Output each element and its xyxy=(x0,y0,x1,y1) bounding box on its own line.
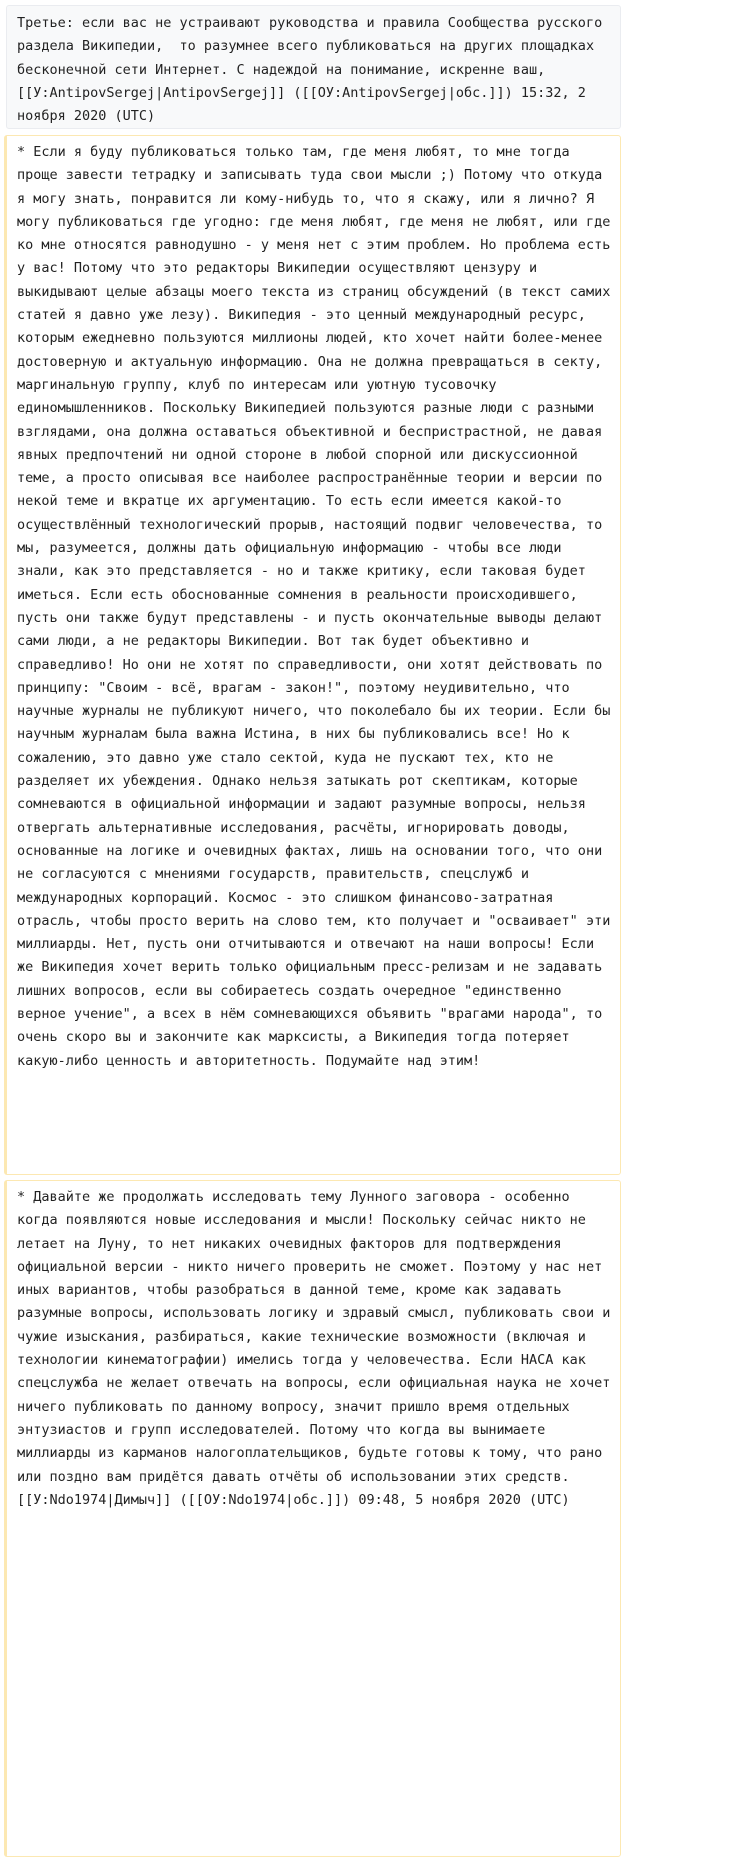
comment-preformatted-block: * Если я буду публиковаться только там, где меня любят, то мне тогда проще завести тетрадку и записывать туда свои мысли ;) Потому что откуда я могу знать, понравится ли кому-нибудь то, что я скажу, или я лично? Я могу публиковаться где угодно: где меня любят, где меня не любят, или где ко мне относятся равнодушно - у меня нет с этим проблем. Но проблема есть у вас! Потому что это редакторы Википедии осуществляют цензуру и выкидывают целые абзацы моего текста из страниц обсуждений (в текст самих статей я давно уже лезу). Википедия - это ценный международный ресурс, которым ежедневно пользуются миллионы людей, кто хочет найти более-менее достоверную и актуальную информацию. Она не должна превращаться в секту, маргинальную группу, клуб по интересам или уютную тусовочку единомышленников. Поскольку Википедией пользуются разные люди с разными взглядами, она должна оставаться объективной и беспристрастной, не давая явных предпочтений ни одной стороне в любой спорной или дискуссионной теме, а просто описывая все наиболее распространённые теории и версии по некой теме и вкратце их аргументацию. То есть если имеется какой-то осуществлённый технологический прорыв, настоящий подвиг человечества, то мы, разумеется, должны дать официальную информацию - чтобы все люди знали, как это представляется - но и также критику, если таковая будет иметься. Если есть обоснованные сомнения в реальности происходившего, пусть они также будут представлены - и пусть окончательные выводы делают сами люди, а не редакторы Википедии. Вот так будет объективно и справедливо! Но они не хотят по справедливости, они хотят действовать по принципу: "Своим - всё, врагам - закон!", поэтому неудивительно, что научные журналы не публикуют ничего, что поколебало бы их теории. Если бы научным журналам была важна Истина, в них бы публиковались все! Но к сожалению, это давно уже стало сектой, куда не пускают тех, кто не разделяет их убеждения. Однако нельзя затыкать рот скептикам, которые сомневаются в официальной информации и задают разумные вопросы, нельзя отвергать альтернативные исследования, расчёты, игнорировать доводы, основанные на логике и очевидных фактах, лишь на основании того, что они не согласуются с мнениями государств, правительств, спецслужб и международных корпораций. Космос - это слишком финансово-затратная отрасль, чтобы просто верить на слово тем, кто получает и "осваивает" эти миллиарды. Нет, пусть они отчитываются и отвечают на наши вопросы! Если же Википедия хочет верить только официальным пресс-релизам и не задавать лишних вопросов, если вы собираетесь создать очередное "единственно верное учение", а всех в нём сомневающихся объявить "врагами народа", то очень скоро вы и закончите как марксисты, а Википедия тогда потеряет какую-либо ценность и авторитетность. Подумайте над этим! xyxy=(4,135,621,1175)
reply-preformatted-block: Третье: если вас не устраивают руководства и правила Сообщества русского раздела Википедии, то разумнее всего публиковаться на других площадках бесконечной сети Интернет. С надеждой на понимание, искренне ваш, [[У:AntipovSergej|AntipovSergej]] ([[ОУ:AntipovSergej|обс.]]) 15:32, 2 ноября 2020 (UTC) xyxy=(6,5,621,129)
comment-preformatted-block: * Давайте же продолжать исследовать тему Лунного заговора - особенно когда появляются новые исследования и мысли! Поскольку сейчас никто не летает на Луну, то нет никаких очевидных факторов для подтверждения официальной версии - никто ничего проверить не сможет. Поэтому у нас нет иных вариантов, чтобы разобраться в данной теме, кроме как задавать разумные вопросы, использовать логику и здравый смысл, публиковать свои и чужие изыскания, разбираться, какие технические возможности (включая и технологии кинематографии) имелись тогда у человечества. Если НАСА как спецслужба не желает отвечать на вопросы, если официальная наука не хочет ничего публиковать по данному вопросу, значит пришло время отдельных энтузиастов и групп исследователей. Потому что когда вы вынимаете миллиарды из карманов налогоплательщиков, будьте готовы к тому, что рано или поздно вам придётся давать отчёты об использовании этих средств. [[У:Ndo1974|Димыч]] ([[ОУ:Ndo1974|обс.]]) 09:48, 5 ноября 2020 (UTC) xyxy=(4,1180,621,1857)
